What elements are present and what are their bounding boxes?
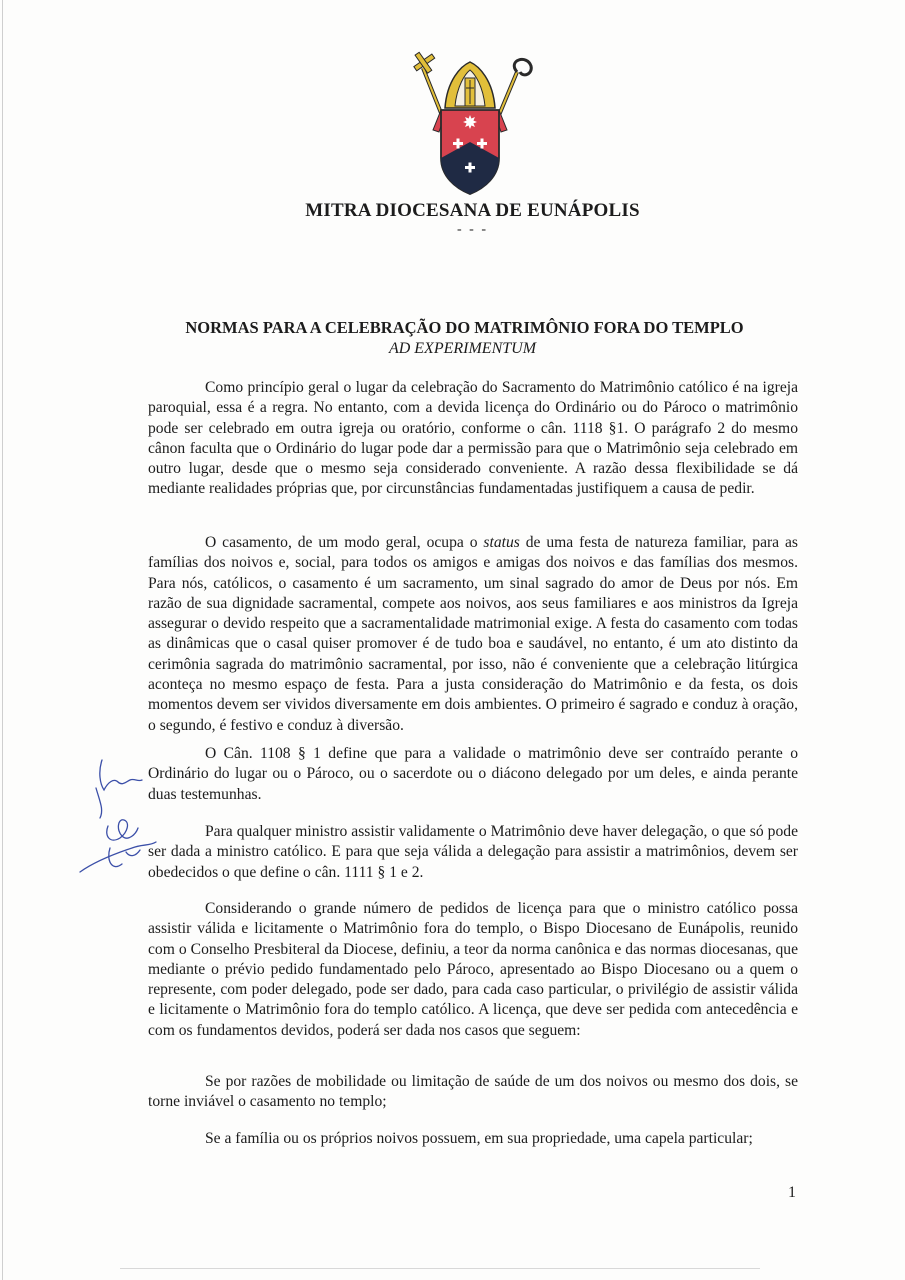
paragraph — [148, 899, 798, 1041]
emphasis-text: status — [483, 534, 520, 551]
scan-left-edge — [2, 0, 3, 1280]
paragraph — [148, 533, 798, 736]
document-subtitle: AD EXPERIMENTUM — [388, 340, 537, 357]
organization-name: MITRA DIOCESANA DE EUNÁPOLIS — [305, 200, 640, 221]
paragraph — [148, 744, 798, 805]
diocesan-coat-of-arms-icon — [405, 50, 535, 200]
paragraph — [148, 822, 798, 883]
scan-bottom-edge — [120, 1268, 760, 1269]
paragraph-text-part: de uma festa de natureza familiar, para as famílias dos noivos e, social, para todos os amigos e amigas dos noivos e das famílias dos mesmos. Para nós, católicos, o casamento é um sacramento, um sinal sagrado do amor de Deus por nós. Em razão de sua dignidade sacramental, compete aos noivos, aos seus familiares e aos ministros da Igreja assegurar o devido respeito que a sacramentalidade matrimonial exige. A festa do casamento com todas as dinâmicas que o casal quiser promover é de tudo boa e saudável, no entanto, é um ato distinto da cerimônia sagrada do matrimônio sacramental, por isso, não é conveniente que a celebração litúrgica aconteça no mesmo espaço de festa. Para a justa consideração do Matrimônio e da festa, os dois momentos devem ser vividos diversamente em dois ambientes. O primeiro é sagrado e conduz à oração, o segundo, é festivo e conduz à diversão. — [148, 534, 798, 734]
paragraph — [148, 1072, 798, 1113]
paragraph — [148, 378, 798, 500]
handwritten-initials-icon — [70, 752, 160, 892]
paragraph-text: O Cân. 1108 § 1 define que para a validade o matrimônio deve ser contraído perante o Ordinário do lugar ou o Pároco, ou o sacerdote ou o diácono delegado por um deles, e ainda perante duas testemunhas. — [148, 745, 798, 803]
paragraph-text: Se por razões de mobilidade ou limitação de saúde de um dos noivos ou mesmo dos dois, se torne inviável o casamento no templo; — [148, 1073, 798, 1111]
page-number: 1 — [788, 1184, 796, 1201]
paragraph-text: Se a família ou os próprios noivos possuem, em sua propriedade, uma capela particular; — [205, 1130, 753, 1147]
paragraph-text: Para qualquer ministro assistir validamente o Matrimônio deve haver delegação, o que só pode ser dada a ministro católico. E para que seja válida a delegação para assistir a matrimônios, devem ser obedecidos o que define o cân. 1111 § 1 e 2. — [148, 823, 798, 881]
paragraph-text: Considerando o grande número de pedidos de licença para que o ministro católico possa assistir válida e licitamente o Matrimônio fora do templo, o Bispo Diocesano de Eunápolis, reunido com o Conselho Presbiteral da Diocese, definiu, a teor da norma canônica e das normas diocesanas, que mediante o prévio pedido fundamentado pelo Pároco, apresentado ao Bispo Diocesano ou a quem o represente, com poder delegado, pode ser dado, para cada caso particular, o privilégio de assistir válida e licitamente o Matrimônio fora do templo católico. A licença, que deve ser pedida com antecedência e com os fundamentos devidos, poderá ser dada nos casos que seguem: — [148, 900, 798, 1039]
paragraph-text-part: O casamento, de um modo geral, ocupa o — [205, 534, 484, 551]
paragraph-text — [148, 533, 798, 736]
header-separator: - - - — [457, 222, 488, 237]
paragraph — [148, 1129, 798, 1149]
document-title: NORMAS PARA A CELEBRAÇÃO DO MATRIMÔNIO FORA DO TEMPLO — [185, 318, 744, 337]
paragraph-text: Como princípio geral o lugar da celebração do Sacramento do Matrimônio católico é na igreja paroquial, essa é a regra. No entanto, com a devida licença do Ordinário ou do Pároco o matrimônio pode ser celebrado em outra igreja ou oratório, conforme o cân. 1118 §1. O parágrafo 2 do mesmo cânon faculta que o Ordinário do lugar pode dar a permissão para que o Matrimônio seja celebrado em outro lugar, desde que o mesmo seja considerado conveniente. A razão dessa flexibilidade se dá mediante realidades próprias que, por circunstâncias fundamentadas justifiquem a causa de pedir. — [148, 379, 798, 498]
